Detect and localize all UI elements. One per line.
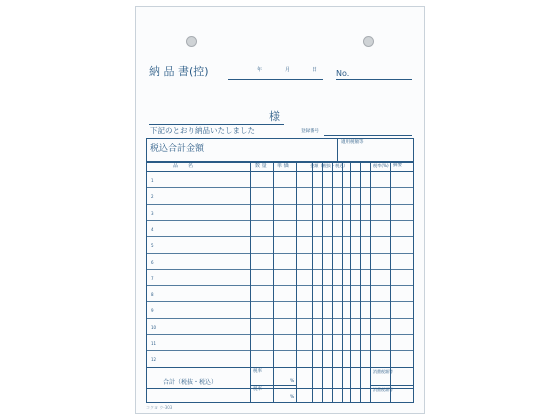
row-rule [146, 220, 414, 221]
row-rule [146, 318, 414, 319]
row-number: 11 [151, 341, 157, 346]
row-rule [146, 301, 414, 302]
row-number: 12 [151, 357, 157, 363]
row-number: 5 [151, 243, 154, 249]
totals-box [146, 367, 414, 403]
row-rule [146, 350, 414, 351]
row-number: 3 [151, 210, 154, 216]
row-rule [146, 269, 414, 270]
column-remarks: 摘要 [393, 163, 402, 168]
registration-label: 登録番号 [301, 129, 319, 134]
row-number: 1 [151, 178, 154, 183]
number-label: No. [336, 69, 350, 78]
row-rule [146, 187, 414, 188]
recipient-underline [149, 124, 284, 125]
row-number: 10 [151, 324, 157, 330]
delivery-slip-sheet [135, 6, 425, 414]
form-title: 納 品 書(控) [149, 65, 209, 78]
column-unit-price: 単 価 [277, 163, 289, 169]
row-number: 9 [151, 308, 154, 314]
row-rule [146, 204, 414, 205]
row-number: 2 [151, 194, 154, 200]
column-tax-rate: 税率(%) [373, 163, 389, 168]
row-rule [146, 334, 414, 335]
recipient-suffix: 様 [269, 110, 280, 123]
registration-underline [324, 135, 412, 136]
percent-label-2: % [290, 395, 295, 400]
binding-hole-right [363, 36, 374, 47]
row-number: 8 [151, 292, 154, 298]
footer-code: コクヨ ウ-303 [146, 405, 173, 410]
percent-label-1: % [290, 379, 295, 384]
date-month-label: 月 [285, 67, 291, 73]
number-underline [336, 79, 412, 80]
footer-tax-label-2: 消費税額等 [373, 387, 393, 392]
row-number: 6 [151, 259, 154, 265]
row-rule [146, 253, 414, 254]
row-number: 4 [151, 226, 154, 232]
binding-hole-left [186, 36, 197, 47]
tax-rate-label-2: 税率 [253, 387, 262, 392]
total-label: 合計（税抜・税込） [163, 379, 218, 386]
row-rule [146, 236, 414, 237]
column-quantity: 数 量 [255, 163, 267, 169]
row-rule [146, 285, 414, 286]
tax-total-label: 税込合計金額 [150, 144, 205, 154]
row-number: 7 [151, 275, 154, 281]
date-day-label: 日 [312, 67, 318, 73]
applicable-tax-label: 適用税額等 [341, 140, 364, 145]
header-rule [146, 171, 414, 172]
column-amount: 金額（税抜・税込） [310, 163, 348, 168]
tax-total-divider [337, 138, 338, 162]
date-year-label: 年 [257, 67, 263, 73]
footer-tax-label-1: 消費税額等 [373, 369, 393, 374]
column-item: 品 名 [173, 163, 194, 169]
tax-rate-label-1: 税率 [253, 369, 262, 374]
intro-text: 下記のとおり納品いたしました [150, 126, 255, 135]
date-underline [228, 79, 323, 80]
items-table [146, 162, 414, 389]
